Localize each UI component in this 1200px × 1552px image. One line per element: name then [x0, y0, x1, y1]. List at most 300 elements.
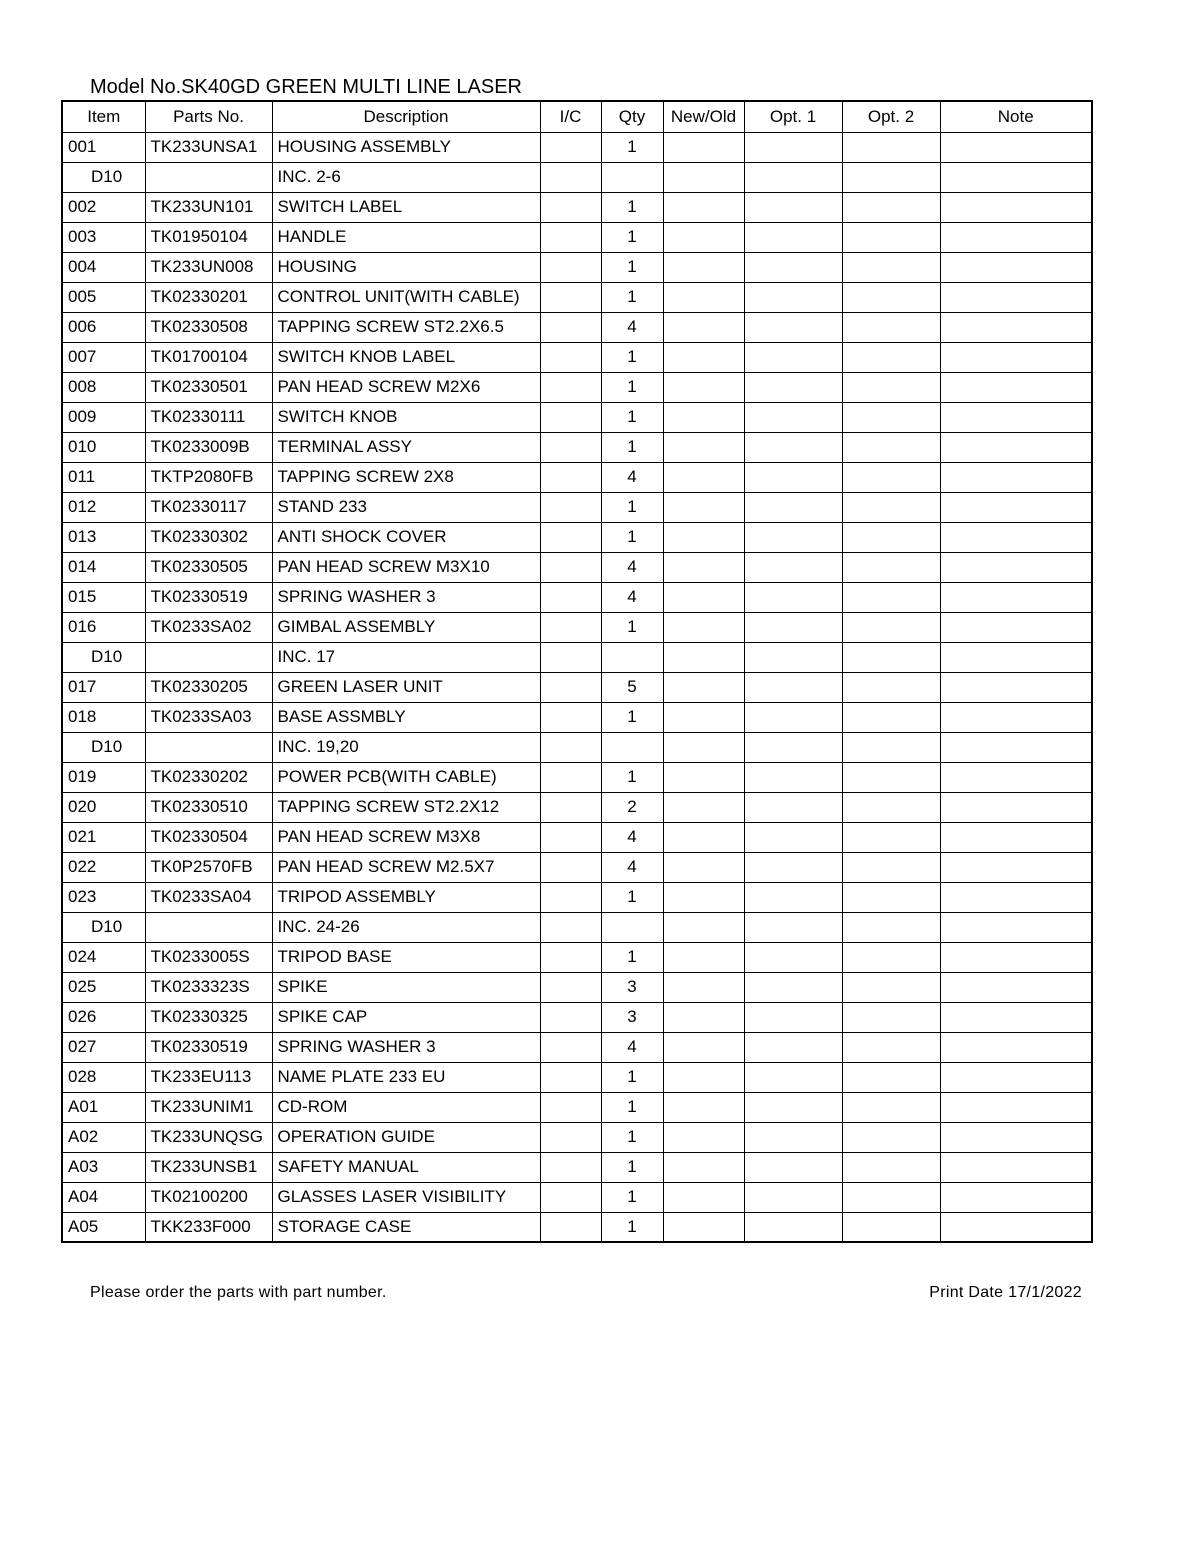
cell-description: SWITCH KNOB LABEL: [272, 342, 540, 372]
cell-opt-1: [744, 732, 842, 762]
column-header-opt-1: Opt. 1: [744, 101, 842, 132]
cell-item: A02: [62, 1122, 145, 1152]
cell-parts-no: TK0P2570FB: [145, 852, 272, 882]
cell-opt-2: [842, 1032, 940, 1062]
cell-note: [940, 972, 1092, 1002]
cell-opt-2: [842, 852, 940, 882]
cell-qty: 1: [601, 882, 663, 912]
table-row: [62, 822, 1092, 852]
cell-item: 006: [62, 312, 145, 342]
cell-new-old: [663, 642, 744, 672]
cell-qty: 1: [601, 492, 663, 522]
cell-parts-no: TK02330508: [145, 312, 272, 342]
table-row: [62, 852, 1092, 882]
cell-opt-1: [744, 642, 842, 672]
cell-description: GIMBAL ASSEMBLY: [272, 612, 540, 642]
cell-item: A05: [62, 1212, 145, 1242]
cell-qty: 1: [601, 1122, 663, 1152]
cell-opt-2: [842, 132, 940, 162]
cell-note: [940, 732, 1092, 762]
cell-note: [940, 672, 1092, 702]
cell-qty: 1: [601, 1152, 663, 1182]
cell-description: BASE ASSMBLY: [272, 702, 540, 732]
cell-opt-1: [744, 942, 842, 972]
cell-parts-no: TK0233005S: [145, 942, 272, 972]
cell-opt-1: [744, 1212, 842, 1242]
cell-ic: [540, 522, 601, 552]
cell-ic: [540, 702, 601, 732]
cell-item: 015: [62, 582, 145, 612]
cell-opt-1: [744, 552, 842, 582]
cell-parts-no: TK0233323S: [145, 972, 272, 1002]
cell-new-old: [663, 882, 744, 912]
cell-opt-2: [842, 1122, 940, 1152]
cell-opt-2: [842, 312, 940, 342]
cell-opt-1: [744, 702, 842, 732]
cell-item: 027: [62, 1032, 145, 1062]
cell-ic: [540, 1062, 601, 1092]
table-row: [62, 1032, 1092, 1062]
cell-opt-1: [744, 492, 842, 522]
cell-ic: [540, 672, 601, 702]
cell-new-old: [663, 222, 744, 252]
table-row: [62, 1092, 1092, 1122]
cell-qty: 1: [601, 132, 663, 162]
cell-opt-2: [842, 582, 940, 612]
cell-description: PAN HEAD SCREW M2X6: [272, 372, 540, 402]
column-header-parts-no: Parts No.: [145, 101, 272, 132]
cell-new-old: [663, 1002, 744, 1032]
table-row: [62, 432, 1092, 462]
cell-new-old: [663, 132, 744, 162]
table-row: [62, 1212, 1092, 1242]
cell-opt-2: [842, 1152, 940, 1182]
cell-note: [940, 132, 1092, 162]
cell-parts-no: TK233UN008: [145, 252, 272, 282]
cell-description: HOUSING: [272, 252, 540, 282]
table-row: [62, 1062, 1092, 1092]
cell-ic: [540, 732, 601, 762]
cell-opt-2: [842, 522, 940, 552]
cell-opt-2: [842, 252, 940, 282]
cell-item: 026: [62, 1002, 145, 1032]
table-row: [62, 642, 1092, 672]
table-row: [62, 912, 1092, 942]
cell-parts-no: TK02330519: [145, 1032, 272, 1062]
cell-opt-2: [842, 1062, 940, 1092]
cell-ic: [540, 342, 601, 372]
cell-note: [940, 582, 1092, 612]
cell-item: 002: [62, 192, 145, 222]
cell-parts-no: TK0233SA02: [145, 612, 272, 642]
cell-opt-2: [842, 222, 940, 252]
cell-note: [940, 522, 1092, 552]
cell-parts-no: TK02330111: [145, 402, 272, 432]
cell-item: D10: [62, 912, 145, 942]
cell-new-old: [663, 612, 744, 642]
parts-table: [61, 100, 1093, 1243]
cell-note: [940, 912, 1092, 942]
cell-opt-1: [744, 282, 842, 312]
cell-qty: 1: [601, 1182, 663, 1212]
cell-note: [940, 462, 1092, 492]
cell-opt-1: [744, 912, 842, 942]
cell-qty: 4: [601, 1032, 663, 1062]
cell-parts-no: TK233UNSB1: [145, 1152, 272, 1182]
cell-new-old: [663, 582, 744, 612]
cell-ic: [540, 1002, 601, 1032]
cell-opt-2: [842, 432, 940, 462]
cell-note: [940, 612, 1092, 642]
cell-new-old: [663, 942, 744, 972]
cell-opt-1: [744, 372, 842, 402]
cell-description: SWITCH KNOB: [272, 402, 540, 432]
cell-parts-no: TK02330202: [145, 762, 272, 792]
cell-qty: 4: [601, 312, 663, 342]
cell-opt-2: [842, 402, 940, 432]
cell-note: [940, 1212, 1092, 1242]
cell-opt-1: [744, 582, 842, 612]
cell-item: D10: [62, 642, 145, 672]
cell-description: POWER PCB(WITH CABLE): [272, 762, 540, 792]
cell-qty: 4: [601, 822, 663, 852]
cell-parts-no: TK02330201: [145, 282, 272, 312]
cell-item: A03: [62, 1152, 145, 1182]
cell-qty: 1: [601, 372, 663, 402]
cell-description: SPIKE: [272, 972, 540, 1002]
cell-opt-2: [842, 552, 940, 582]
table-row: [62, 372, 1092, 402]
cell-item: 028: [62, 1062, 145, 1092]
cell-item: 001: [62, 132, 145, 162]
footer-print-date: Print Date 17/1/2022: [929, 1284, 1082, 1301]
cell-qty: 4: [601, 462, 663, 492]
cell-parts-no: TK02330510: [145, 792, 272, 822]
cell-ic: [540, 882, 601, 912]
cell-ic: [540, 792, 601, 822]
cell-parts-no: TK02330117: [145, 492, 272, 522]
cell-opt-1: [744, 762, 842, 792]
column-header-description: Description: [272, 101, 540, 132]
cell-qty: 1: [601, 252, 663, 282]
cell-opt-1: [744, 402, 842, 432]
cell-note: [940, 822, 1092, 852]
cell-description: HOUSING ASSEMBLY: [272, 132, 540, 162]
cell-qty: 4: [601, 852, 663, 882]
cell-description: STORAGE CASE: [272, 1212, 540, 1242]
cell-opt-1: [744, 192, 842, 222]
cell-new-old: [663, 1212, 744, 1242]
table-row: [62, 402, 1092, 432]
cell-qty: 1: [601, 192, 663, 222]
cell-opt-1: [744, 972, 842, 1002]
cell-opt-1: [744, 1092, 842, 1122]
cell-ic: [540, 972, 601, 1002]
cell-description: INC. 24-26: [272, 912, 540, 942]
column-header-new-old: New/Old: [663, 101, 744, 132]
cell-description: TRIPOD ASSEMBLY: [272, 882, 540, 912]
parts-table-body: [62, 132, 1092, 1242]
table-row: [62, 132, 1092, 162]
cell-item: 005: [62, 282, 145, 312]
table-row: [62, 672, 1092, 702]
cell-ic: [540, 432, 601, 462]
cell-note: [940, 162, 1092, 192]
table-row: [62, 612, 1092, 642]
table-row: [62, 252, 1092, 282]
cell-parts-no: TK233UN101: [145, 192, 272, 222]
cell-qty: [601, 642, 663, 672]
column-header-item: Item: [62, 101, 145, 132]
cell-new-old: [663, 192, 744, 222]
cell-parts-no: TK01950104: [145, 222, 272, 252]
cell-new-old: [663, 552, 744, 582]
cell-qty: 4: [601, 582, 663, 612]
cell-opt-1: [744, 1182, 842, 1212]
cell-note: [940, 1092, 1092, 1122]
cell-description: INC. 2-6: [272, 162, 540, 192]
cell-new-old: [663, 492, 744, 522]
cell-ic: [540, 942, 601, 972]
cell-ic: [540, 1092, 601, 1122]
cell-qty: 1: [601, 432, 663, 462]
cell-opt-2: [842, 672, 940, 702]
cell-new-old: [663, 852, 744, 882]
cell-opt-1: [744, 222, 842, 252]
cell-ic: [540, 492, 601, 522]
cell-opt-1: [744, 1122, 842, 1152]
cell-parts-no: TK0233009B: [145, 432, 272, 462]
cell-opt-1: [744, 252, 842, 282]
cell-description: STAND 233: [272, 492, 540, 522]
cell-qty: 1: [601, 342, 663, 372]
cell-description: TAPPING SCREW ST2.2X12: [272, 792, 540, 822]
cell-opt-2: [842, 972, 940, 1002]
cell-new-old: [663, 792, 744, 822]
cell-new-old: [663, 732, 744, 762]
footer-order-note: Please order the parts with part number.: [90, 1284, 387, 1301]
cell-item: 019: [62, 762, 145, 792]
cell-ic: [540, 312, 601, 342]
cell-description: CONTROL UNIT(WITH CABLE): [272, 282, 540, 312]
cell-item: D10: [62, 162, 145, 192]
cell-opt-1: [744, 342, 842, 372]
cell-new-old: [663, 1122, 744, 1152]
cell-opt-1: [744, 1062, 842, 1092]
cell-note: [940, 852, 1092, 882]
cell-opt-2: [842, 192, 940, 222]
cell-note: [940, 1002, 1092, 1032]
cell-qty: 1: [601, 1062, 663, 1092]
cell-note: [940, 702, 1092, 732]
cell-description: SAFETY MANUAL: [272, 1152, 540, 1182]
cell-note: [940, 402, 1092, 432]
cell-description: OPERATION GUIDE: [272, 1122, 540, 1152]
cell-ic: [540, 642, 601, 672]
cell-ic: [540, 222, 601, 252]
cell-new-old: [663, 432, 744, 462]
cell-parts-no: TKTP2080FB: [145, 462, 272, 492]
cell-opt-2: [842, 882, 940, 912]
cell-opt-1: [744, 462, 842, 492]
cell-ic: [540, 1152, 601, 1182]
cell-parts-no: TK0233SA04: [145, 882, 272, 912]
cell-item: 017: [62, 672, 145, 702]
cell-note: [940, 792, 1092, 822]
cell-description: TAPPING SCREW 2X8: [272, 462, 540, 492]
cell-opt-2: [842, 462, 940, 492]
table-row: [62, 792, 1092, 822]
column-header-note: Note: [940, 101, 1092, 132]
cell-ic: [540, 762, 601, 792]
cell-description: SPIKE CAP: [272, 1002, 540, 1032]
cell-new-old: [663, 252, 744, 282]
cell-parts-no: TK02330325: [145, 1002, 272, 1032]
cell-description: GLASSES LASER VISIBILITY: [272, 1182, 540, 1212]
cell-ic: [540, 612, 601, 642]
table-row: [62, 762, 1092, 792]
cell-qty: 1: [601, 522, 663, 552]
cell-description: NAME PLATE 233 EU: [272, 1062, 540, 1092]
cell-item: 003: [62, 222, 145, 252]
cell-qty: 3: [601, 972, 663, 1002]
cell-note: [940, 252, 1092, 282]
cell-item: 013: [62, 522, 145, 552]
cell-parts-no: TKK233F000: [145, 1212, 272, 1242]
cell-ic: [540, 282, 601, 312]
cell-opt-2: [842, 1182, 940, 1212]
cell-opt-1: [744, 162, 842, 192]
cell-ic: [540, 402, 601, 432]
table-row: [62, 972, 1092, 1002]
cell-new-old: [663, 1092, 744, 1122]
cell-parts-no: [145, 642, 272, 672]
cell-parts-no: TK233UNQSG: [145, 1122, 272, 1152]
cell-description: SPRING WASHER 3: [272, 1032, 540, 1062]
cell-opt-1: [744, 312, 842, 342]
cell-parts-no: [145, 912, 272, 942]
cell-note: [940, 372, 1092, 402]
cell-note: [940, 1032, 1092, 1062]
cell-ic: [540, 132, 601, 162]
cell-ic: [540, 462, 601, 492]
cell-ic: [540, 1032, 601, 1062]
cell-new-old: [663, 702, 744, 732]
cell-qty: 4: [601, 552, 663, 582]
cell-note: [940, 312, 1092, 342]
cell-qty: 1: [601, 222, 663, 252]
cell-new-old: [663, 372, 744, 402]
column-header-opt-2: Opt. 2: [842, 101, 940, 132]
cell-note: [940, 192, 1092, 222]
cell-qty: [601, 912, 663, 942]
cell-opt-2: [842, 732, 940, 762]
cell-new-old: [663, 672, 744, 702]
table-row: [62, 462, 1092, 492]
cell-ic: [540, 372, 601, 402]
cell-description: TRIPOD BASE: [272, 942, 540, 972]
cell-item: D10: [62, 732, 145, 762]
cell-opt-2: [842, 762, 940, 792]
cell-description: TERMINAL ASSY: [272, 432, 540, 462]
cell-qty: 1: [601, 1212, 663, 1242]
table-row: [62, 162, 1092, 192]
cell-item: A04: [62, 1182, 145, 1212]
cell-ic: [540, 852, 601, 882]
cell-qty: 1: [601, 702, 663, 732]
cell-item: 024: [62, 942, 145, 972]
cell-note: [940, 762, 1092, 792]
cell-item: A01: [62, 1092, 145, 1122]
cell-ic: [540, 552, 601, 582]
cell-note: [940, 642, 1092, 672]
cell-parts-no: TK233EU113: [145, 1062, 272, 1092]
table-row: [62, 342, 1092, 372]
cell-new-old: [663, 162, 744, 192]
table-row: [62, 582, 1092, 612]
table-row: [62, 312, 1092, 342]
cell-ic: [540, 162, 601, 192]
column-header-qty: Qty: [601, 101, 663, 132]
cell-qty: [601, 162, 663, 192]
cell-note: [940, 1062, 1092, 1092]
cell-new-old: [663, 762, 744, 792]
cell-note: [940, 552, 1092, 582]
cell-qty: 1: [601, 762, 663, 792]
cell-opt-2: [842, 942, 940, 972]
cell-opt-2: [842, 162, 940, 192]
cell-description: PAN HEAD SCREW M3X10: [272, 552, 540, 582]
cell-ic: [540, 1122, 601, 1152]
cell-ic: [540, 252, 601, 282]
cell-item: 011: [62, 462, 145, 492]
cell-opt-1: [744, 672, 842, 702]
cell-item: 018: [62, 702, 145, 732]
cell-qty: 2: [601, 792, 663, 822]
cell-ic: [540, 582, 601, 612]
cell-opt-1: [744, 822, 842, 852]
cell-new-old: [663, 282, 744, 312]
cell-description: GREEN LASER UNIT: [272, 672, 540, 702]
cell-new-old: [663, 822, 744, 852]
cell-parts-no: TK02100200: [145, 1182, 272, 1212]
cell-new-old: [663, 522, 744, 552]
cell-ic: [540, 1182, 601, 1212]
cell-item: 023: [62, 882, 145, 912]
cell-ic: [540, 1212, 601, 1242]
table-row: [62, 1152, 1092, 1182]
cell-parts-no: TK02330302: [145, 522, 272, 552]
cell-opt-2: [842, 792, 940, 822]
cell-item: 014: [62, 552, 145, 582]
table-row: [62, 702, 1092, 732]
cell-opt-1: [744, 1002, 842, 1032]
cell-description: INC. 17: [272, 642, 540, 672]
cell-description: TAPPING SCREW ST2.2X6.5: [272, 312, 540, 342]
cell-opt-2: [842, 372, 940, 402]
cell-opt-1: [744, 612, 842, 642]
cell-item: 021: [62, 822, 145, 852]
cell-opt-2: [842, 612, 940, 642]
cell-note: [940, 1152, 1092, 1182]
cell-note: [940, 942, 1092, 972]
cell-item: 025: [62, 972, 145, 1002]
cell-note: [940, 222, 1092, 252]
page-title: Model No.SK40GD GREEN MULTI LINE LASER: [90, 76, 522, 98]
cell-opt-2: [842, 1212, 940, 1242]
cell-parts-no: [145, 732, 272, 762]
cell-description: INC. 19,20: [272, 732, 540, 762]
